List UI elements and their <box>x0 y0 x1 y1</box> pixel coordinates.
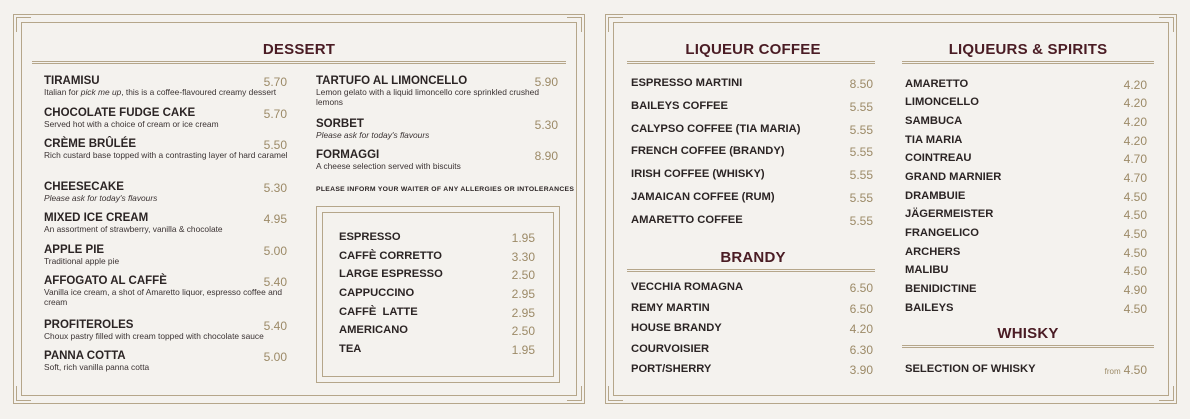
brandy-name: PORT/SHERRY <box>631 363 712 375</box>
liqueur-coffee-row <box>631 191 873 207</box>
coffee-row <box>339 268 535 284</box>
dessert-item-name: FORMAGGI <box>316 149 380 161</box>
frame-corner <box>567 386 582 401</box>
coffee-name: CAFFÈ LATTE <box>339 306 418 318</box>
brandy-price: 6.50 <box>849 281 873 295</box>
spirits-name: COINTREAU <box>905 152 972 164</box>
spirits-row <box>905 227 1147 243</box>
liqueur-coffee-price: 5.55 <box>849 191 873 205</box>
liqueur-coffee-rule <box>627 61 875 67</box>
spirits-name: ARCHERS <box>905 246 961 258</box>
whisky-price <box>1105 363 1147 377</box>
dessert-item-price: 5.30 <box>263 181 287 195</box>
frame-corner <box>567 17 582 32</box>
brandy-price: 6.30 <box>849 343 873 357</box>
dessert-title-rule <box>32 61 566 67</box>
liqueur-coffee-name: FRENCH COFFEE (BRANDY) <box>631 145 785 157</box>
dessert-item-desc: Traditional apple pie <box>44 256 120 266</box>
spirits-price: 4.20 <box>1123 96 1147 110</box>
dessert-item-price: 5.70 <box>263 75 287 89</box>
spirits-row <box>905 208 1147 224</box>
spirits-name: JÄGERMEISTER <box>905 208 994 220</box>
dessert-item-price: 5.50 <box>263 138 287 152</box>
liqueur-coffee-name: JAMAICAN COFFEE (RUM) <box>631 191 775 203</box>
dessert-item-name: SORBET <box>316 118 364 130</box>
dessert-item-price: 8.90 <box>534 149 558 163</box>
spirits-price: 4.50 <box>1123 208 1147 222</box>
dessert-item-desc: An assortment of strawberry, vanilla & chocolate <box>44 224 223 234</box>
liqueur-coffee-row <box>631 77 873 93</box>
spirits-price: 4.70 <box>1123 171 1147 185</box>
frame-corner <box>16 17 31 32</box>
liqueur-coffee-row <box>631 100 873 116</box>
dessert-item-price: 4.95 <box>263 212 287 226</box>
dessert-item-price: 5.00 <box>263 244 287 258</box>
dessert-item-name: CRÈME BRÛLÉE <box>44 138 137 150</box>
spirits-name: DRAMBUIE <box>905 190 966 202</box>
frame-corner <box>16 386 31 401</box>
coffee-name: TEA <box>339 343 362 355</box>
coffee-row <box>339 287 535 303</box>
spirits-price: 4.50 <box>1123 264 1147 278</box>
spirits-row <box>905 302 1147 318</box>
liqueur-coffee-name: ESPRESSO MARTINI <box>631 77 743 89</box>
brandy-price: 6.50 <box>849 302 873 316</box>
liqueur-coffee-name: AMARETTO COFFEE <box>631 214 743 226</box>
brandy-name: VECCHIA ROMAGNA <box>631 281 744 293</box>
liqueur-coffee-title: LIQUEUR COFFEE <box>685 41 821 58</box>
frame-corner <box>608 17 623 32</box>
brandy-price: 3.90 <box>849 363 873 377</box>
spirits-row <box>905 190 1147 206</box>
brandy-row <box>631 281 873 297</box>
dessert-item-desc: Italian for pick me up, this is a coffee-flavoured creamy dessert <box>44 87 277 97</box>
dessert-item-name: AFFOGATO AL CAFFÈ <box>44 275 167 287</box>
spirits-title: LIQUEURS & SPIRITS <box>948 41 1108 58</box>
coffee-row <box>339 306 535 322</box>
coffee-name: LARGE ESPRESSO <box>339 268 443 280</box>
liqueur-coffee-name: IRISH COFFEE (WHISKY) <box>631 168 765 180</box>
spirits-price: 4.20 <box>1123 115 1147 129</box>
liqueur-coffee-price: 5.55 <box>849 145 873 159</box>
liqueur-coffee-price: 5.55 <box>849 168 873 182</box>
spirits-name: TIA MARIA <box>905 134 963 146</box>
whisky-price-value: 4.50 <box>1123 363 1147 377</box>
brandy-price: 4.20 <box>849 322 873 336</box>
frame-corner <box>608 386 623 401</box>
coffee-price: 1.95 <box>511 343 535 357</box>
dessert-item-price: 5.40 <box>263 319 287 333</box>
dessert-item-desc: A cheese selection served with biscuits <box>316 161 461 171</box>
whisky-from-label: from <box>1104 367 1121 376</box>
dessert-item-price: 5.00 <box>263 350 287 364</box>
dessert-panel <box>13 14 585 404</box>
spirits-price: 4.90 <box>1123 283 1147 297</box>
spirits-row <box>905 283 1147 299</box>
coffee-price: 2.50 <box>511 324 535 338</box>
spirits-row <box>905 171 1147 187</box>
brandy-row <box>631 302 873 318</box>
spirits-name: BAILEYS <box>905 302 954 314</box>
dessert-item-price: 5.30 <box>534 118 558 132</box>
coffee-price: 1.95 <box>511 231 535 245</box>
dessert-item-desc: Rich custard base topped with a contrasting layer of hard caramel <box>44 150 288 160</box>
spirits-rule <box>902 61 1154 67</box>
dessert-item-price: 5.90 <box>534 75 558 89</box>
spirits-name: FRANGELICO <box>905 227 979 239</box>
frame-corner <box>1159 17 1174 32</box>
liqueur-coffee-row <box>631 168 873 184</box>
dessert-item-price: 5.70 <box>263 107 287 121</box>
spirits-row <box>905 264 1147 280</box>
coffee-row <box>339 343 535 359</box>
coffee-price: 2.95 <box>511 306 535 320</box>
brandy-name: COURVOISIER <box>631 343 710 355</box>
spirits-name: AMARETTO <box>905 78 969 90</box>
liqueur-coffee-row <box>631 123 873 139</box>
spirits-price: 4.50 <box>1123 190 1147 204</box>
spirits-row <box>905 96 1147 112</box>
spirits-price: 4.50 <box>1123 246 1147 260</box>
dessert-item-desc: Choux pastry filled with cream topped with chocolate sauce <box>44 331 264 341</box>
dessert-item-desc: Please ask for today's flavours <box>44 193 158 203</box>
brandy-title: BRANDY <box>720 249 786 266</box>
coffee-name: CAPPUCCINO <box>339 287 415 299</box>
liqueur-coffee-price: 5.55 <box>849 100 873 114</box>
spirits-name: SAMBUCA <box>905 115 963 127</box>
dessert-item-desc: Lemon gelato with a liquid limoncello core sprinkled crushed lemons <box>316 87 539 108</box>
coffee-name: ESPRESSO <box>339 231 401 243</box>
spirits-price: 4.70 <box>1123 152 1147 166</box>
dessert-item-desc: Please ask for today's flavours <box>316 130 430 140</box>
liqueur-coffee-price: 5.55 <box>849 214 873 228</box>
spirits-name: BENIDICTINE <box>905 283 977 295</box>
dessert-item-name: MIXED ICE CREAM <box>44 212 149 224</box>
spirits-price: 4.50 <box>1123 302 1147 316</box>
spirits-row <box>905 152 1147 168</box>
whisky-title: WHISKY <box>997 325 1059 342</box>
liqueur-coffee-price: 5.55 <box>849 123 873 137</box>
allergy-note: PLEASE INFORM YOUR WAITER OF ANY ALLERGIES OR INTOLERANCES <box>316 186 575 193</box>
brandy-row <box>631 343 873 359</box>
brandy-row <box>631 363 873 379</box>
liqueur-coffee-row <box>631 214 873 230</box>
dessert-item-name: CHEESECAKE <box>44 181 124 193</box>
spirits-row <box>905 134 1147 150</box>
whisky-rule <box>902 345 1154 351</box>
liqueur-coffee-row <box>631 145 873 161</box>
dessert-item-desc: Soft, rich vanilla panna cotta <box>44 362 150 372</box>
dessert-item-name: APPLE PIE <box>44 244 105 256</box>
spirits-name: MALIBU <box>905 264 949 276</box>
coffee-name: CAFFÈ CORRETTO <box>339 250 442 262</box>
dessert-item-desc: Vanilla ice cream, a shot of Amaretto liquor, espresso coffee and cream <box>44 287 283 308</box>
spirits-name: LIMONCELLO <box>905 96 979 108</box>
spirits-row <box>905 115 1147 131</box>
spirits-row <box>905 246 1147 262</box>
dessert-item-name: TARTUFO AL LIMONCELLO <box>316 75 468 87</box>
dessert-item-name: CHOCOLATE FUDGE CAKE <box>44 107 196 119</box>
brandy-name: HOUSE BRANDY <box>631 322 722 334</box>
whisky-name: SELECTION OF WHISKY <box>905 363 1036 375</box>
spirits-price: 4.20 <box>1123 78 1147 92</box>
dessert-item-name: PANNA COTTA <box>44 350 126 362</box>
brandy-row <box>631 322 873 338</box>
whisky-row <box>905 363 1147 379</box>
liqueur-coffee-name: CALYPSO COFFEE (TIA MARIA) <box>631 123 801 135</box>
coffee-price: 2.95 <box>511 287 535 301</box>
spirits-name: GRAND MARNIER <box>905 171 1002 183</box>
drinks-panel <box>605 14 1177 404</box>
spirits-price: 4.50 <box>1123 227 1147 241</box>
coffee-price: 3.30 <box>511 250 535 264</box>
coffee-price: 2.50 <box>511 268 535 282</box>
dessert-title: DESSERT <box>262 41 336 58</box>
dessert-item-desc: Served hot with a choice of cream or ice cream <box>44 119 219 129</box>
brandy-name: REMY MARTIN <box>631 302 710 314</box>
brandy-rule <box>627 269 875 275</box>
spirits-row <box>905 78 1147 94</box>
coffee-row <box>339 250 535 266</box>
coffee-row <box>339 231 535 247</box>
spirits-price: 4.20 <box>1123 134 1147 148</box>
frame-corner <box>1159 386 1174 401</box>
liqueur-coffee-name: BAILEYS COFFEE <box>631 100 728 112</box>
dessert-item-price: 5.40 <box>263 275 287 289</box>
dessert-item-name: TIRAMISU <box>44 75 100 87</box>
liqueur-coffee-price: 8.50 <box>849 77 873 91</box>
dessert-item-name: PROFITEROLES <box>44 319 134 331</box>
coffee-row <box>339 324 535 340</box>
coffee-name: AMERICANO <box>339 324 408 336</box>
